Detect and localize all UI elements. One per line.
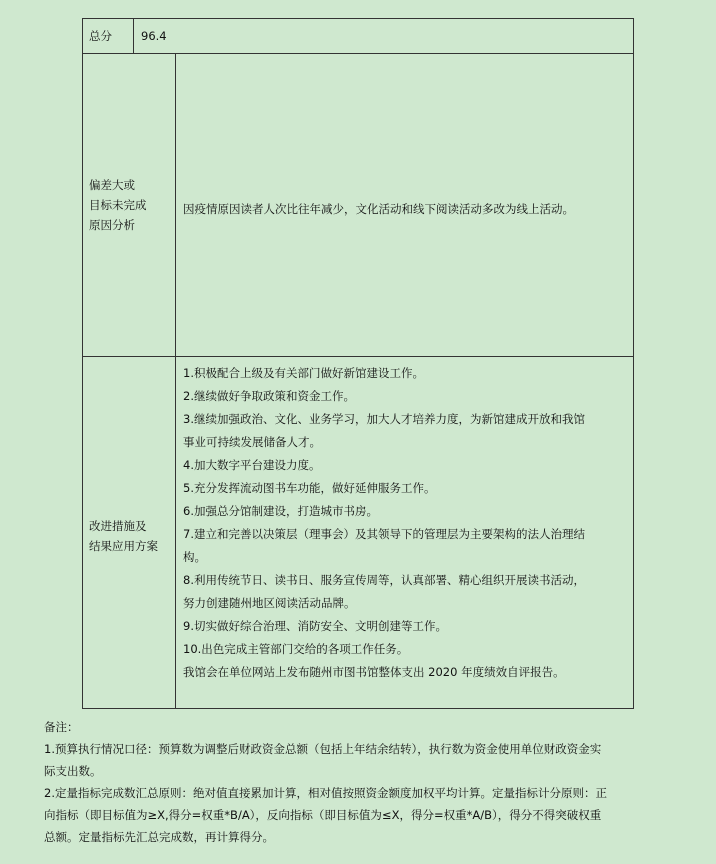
column-divider bbox=[175, 53, 176, 708]
deviation-label-line: 目标未完成 bbox=[89, 198, 147, 212]
column-divider bbox=[133, 19, 134, 53]
improve-label-line: 改进措施及 bbox=[89, 519, 147, 533]
improve-item: 9.切实做好综合治理、消防安全、文明创建等工作。 bbox=[183, 619, 447, 633]
deviation-text: 因疫情原因读者人次比往年减少，文化活动和线下阅读活动多改为线上活动。 bbox=[183, 202, 574, 216]
improve-item: 5.充分发挥流动图书车功能，做好延伸服务工作。 bbox=[183, 481, 436, 495]
total-value: 96.4 bbox=[141, 29, 167, 43]
total-label: 总分 bbox=[89, 29, 112, 43]
improve-item: 8.利用传统节日、读书日、服务宣传周等，认真部署、精心组织开展读书活动， bbox=[183, 573, 585, 587]
notes-line: 际支出数。 bbox=[44, 764, 102, 778]
improve-item: 7.建立和完善以决策层（理事会）及其领导下的管理层为主要架构的法人治理结 bbox=[183, 527, 585, 541]
deviation-label-line: 原因分析 bbox=[89, 218, 135, 232]
notes-line: 总额。定量指标先汇总完成数，再计算得分。 bbox=[44, 830, 274, 844]
improve-item: 4.加大数字平台建设力度。 bbox=[183, 458, 321, 472]
improve-item: 2.继续做好争取政策和资金工作。 bbox=[183, 389, 355, 403]
improve-list bbox=[183, 362, 585, 684]
improve-item: 6.加强总分馆制建设，打造城市书房。 bbox=[183, 504, 378, 518]
row-divider bbox=[83, 53, 633, 54]
improve-item: 努力创建随州地区阅读活动品牌。 bbox=[183, 596, 356, 610]
evaluation-table bbox=[82, 18, 634, 709]
improve-item: 构。 bbox=[183, 550, 206, 564]
notes-title: 备注： bbox=[44, 720, 79, 734]
improve-item: 1.积极配合上级及有关部门做好新馆建设工作。 bbox=[183, 366, 424, 380]
row-divider bbox=[83, 356, 633, 357]
notes-line: 1.预算执行情况口径：预算数为调整后财政资金总额（包括上年结余结转），执行数为资金使用单位财政资金实 bbox=[44, 742, 602, 756]
deviation-label bbox=[89, 175, 147, 235]
improve-item: 事业可持续发展储备人才。 bbox=[183, 435, 321, 449]
improve-item: 10.出色完成主管部门交给的各项工作任务。 bbox=[183, 642, 409, 656]
improve-label bbox=[89, 516, 158, 556]
deviation-label-line: 偏差大或 bbox=[89, 178, 135, 192]
notes-line: 2.定量指标完成数汇总原则：绝对值直接累加计算，相对值按照资金额度加权平均计算。定量指标计分原则：正 bbox=[44, 786, 607, 800]
improve-label-line: 结果应用方案 bbox=[89, 539, 158, 553]
improve-item: 3.继续加强政治、文化、业务学习，加大人才培养力度，为新馆建成开放和我馆 bbox=[183, 412, 585, 426]
notes-line: 向指标（即目标值为≥X,得分=权重*B/A），反向指标（即目标值为≤X，得分=权重*A/B），得分不得突破权重 bbox=[44, 808, 602, 822]
notes-section bbox=[44, 716, 684, 848]
improve-item: 我馆会在单位网站上发布随州市图书馆整体支出 2020 年度绩效自评报告。 bbox=[183, 665, 565, 679]
